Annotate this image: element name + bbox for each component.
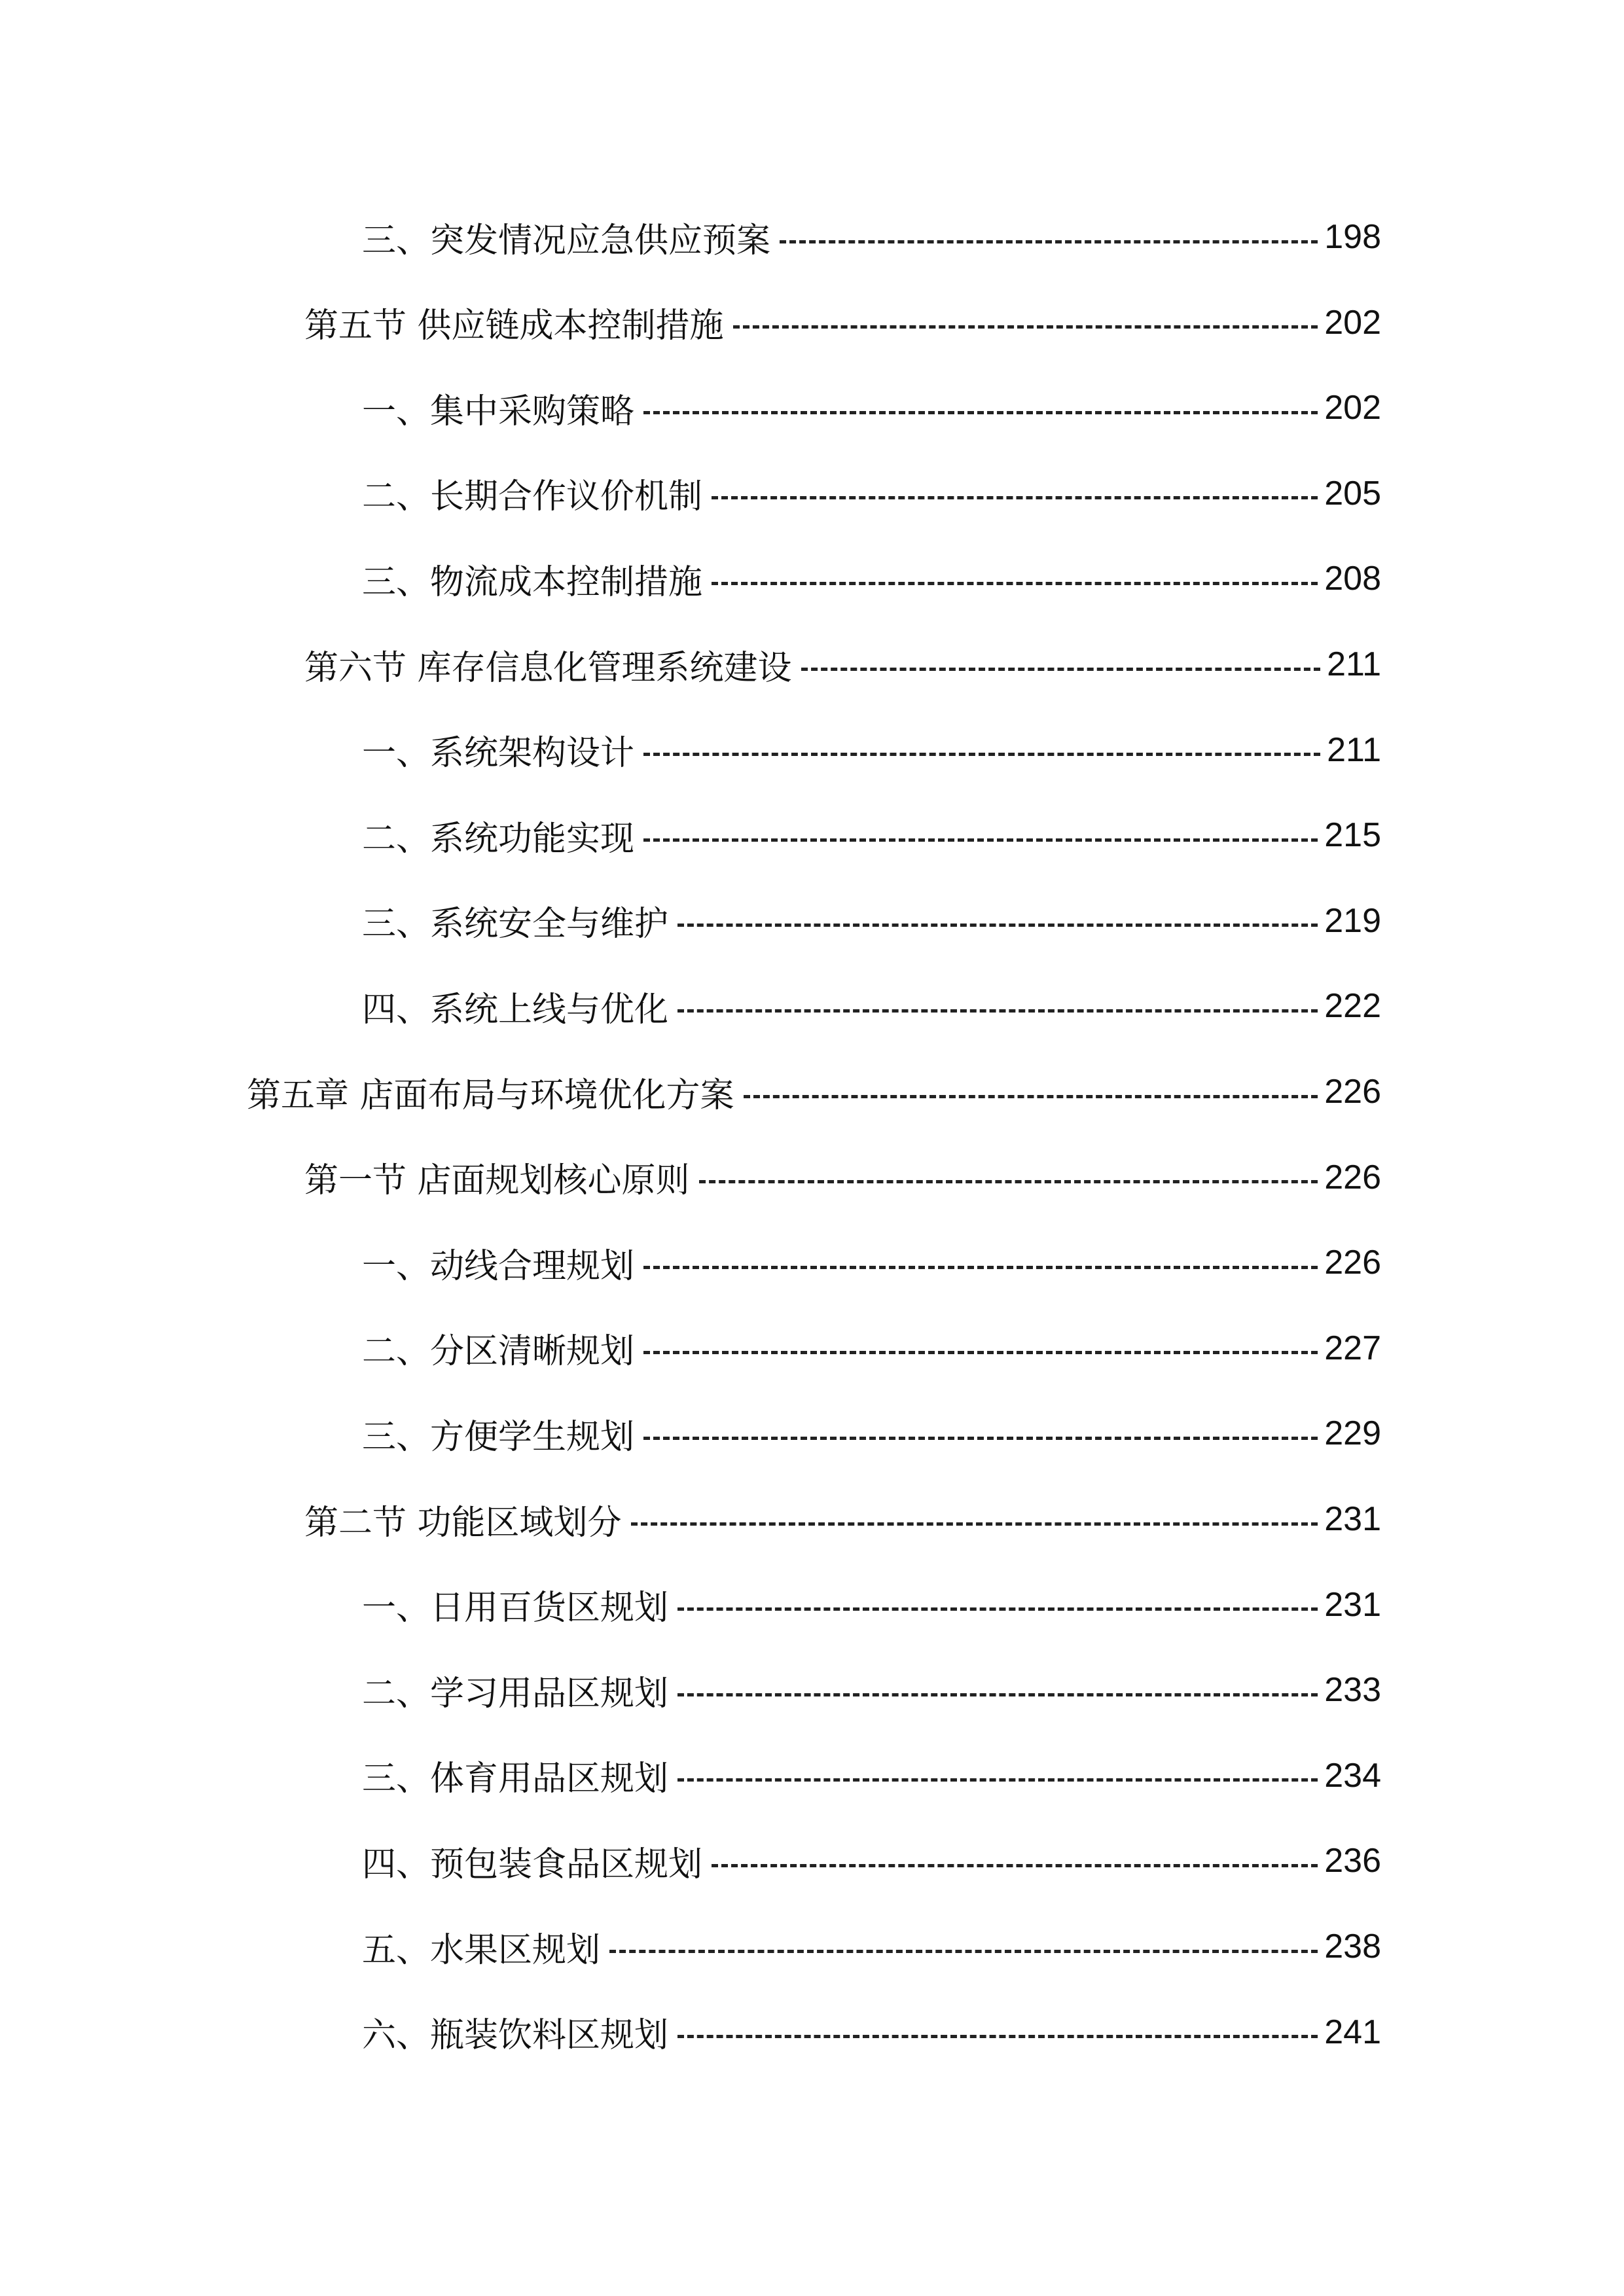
toc-entry-page: 241 — [1324, 2013, 1381, 2051]
toc-entry[interactable] — [304, 1493, 1381, 1545]
toc-entry-page: 208 — [1324, 560, 1381, 598]
dot-leader — [699, 1180, 1318, 1183]
toc-entry[interactable] — [247, 1066, 1381, 1118]
toc-entry-page: 202 — [1324, 389, 1381, 427]
toc-entry-title: 三、突发情况应急供应预案 — [362, 221, 771, 260]
toc-entry-title: 二、分区清晰规划 — [362, 1332, 635, 1372]
dot-leader — [801, 668, 1321, 671]
dot-leader — [712, 496, 1318, 499]
toc-entry-page: 202 — [1324, 303, 1381, 342]
dot-leader — [677, 1009, 1318, 1013]
toc-entry[interactable] — [362, 211, 1381, 263]
toc-entry-title: 二、长期合作议价机制 — [362, 477, 703, 517]
toc-entry[interactable] — [362, 809, 1381, 861]
dot-leader — [712, 1864, 1318, 1867]
toc-entry-page: 229 — [1324, 1414, 1381, 1453]
toc-entry-page: 236 — [1324, 1842, 1381, 1880]
toc-entry-title: 三、物流成本控制措施 — [362, 562, 703, 602]
dot-leader — [643, 753, 1320, 756]
toc-entry-page: 231 — [1324, 1585, 1381, 1624]
toc-entry[interactable] — [362, 2006, 1381, 2058]
dot-leader — [643, 1437, 1318, 1440]
toc-entry[interactable] — [362, 467, 1381, 520]
toc-entry[interactable] — [362, 724, 1381, 776]
toc-entry-title: 五、水果区规划 — [362, 1930, 601, 1970]
toc-entry-page: 215 — [1324, 816, 1381, 855]
toc-entry-title: 一、集中采购策略 — [362, 391, 635, 431]
toc-entry-page: 238 — [1324, 1928, 1381, 1965]
toc-entry-title: 一、动线合理规划 — [362, 1246, 635, 1286]
toc-entry-page: 211 — [1327, 730, 1381, 769]
toc-entry[interactable] — [362, 1322, 1381, 1374]
toc-entry-page: 205 — [1324, 474, 1381, 512]
toc-entry-page: 231 — [1324, 1500, 1381, 1538]
toc-entry-page: 226 — [1324, 1244, 1381, 1282]
toc-entry-page: 233 — [1324, 1671, 1381, 1710]
toc-entry[interactable] — [362, 552, 1381, 605]
toc-entry[interactable] — [362, 1579, 1381, 1631]
toc-entry-page: 222 — [1324, 987, 1381, 1026]
dot-leader — [643, 1266, 1318, 1269]
toc-entry[interactable] — [362, 382, 1381, 434]
toc-entry-title: 三、体育用品区规划 — [362, 1759, 669, 1799]
toc-entry-page: 226 — [1324, 1073, 1381, 1111]
dot-leader — [677, 2035, 1318, 2038]
dot-leader — [631, 1522, 1318, 1526]
toc-entry-page: 198 — [1324, 218, 1381, 256]
toc-entry-title: 第六节 库存信息化管理系统建设 — [304, 648, 792, 688]
dot-leader — [643, 411, 1318, 414]
toc-entry[interactable] — [362, 1407, 1381, 1460]
toc-entry-title: 第二节 功能区域划分 — [304, 1503, 622, 1543]
toc-entry[interactable] — [304, 1151, 1381, 1204]
toc-entry[interactable] — [362, 1236, 1381, 1289]
toc-entry-page: 226 — [1324, 1158, 1381, 1196]
dot-leader — [733, 325, 1318, 329]
toc-entry[interactable] — [362, 1749, 1381, 1802]
dot-leader — [677, 1607, 1318, 1611]
dot-leader — [744, 1095, 1318, 1098]
dot-leader — [712, 582, 1318, 585]
toc-entry-title: 三、系统安全与维护 — [362, 905, 669, 944]
toc-entry-page: 227 — [1324, 1329, 1381, 1367]
dot-leader — [780, 240, 1318, 243]
toc-entry[interactable] — [362, 1920, 1381, 1973]
dot-leader — [677, 1693, 1318, 1696]
toc-entry-title: 三、方便学生规划 — [362, 1417, 635, 1457]
toc-entry-title: 一、系统架构设计 — [362, 734, 635, 774]
toc-entry-title: 六、瓶装饮料区规划 — [362, 2016, 669, 2056]
toc-entry[interactable] — [362, 1835, 1381, 1887]
toc-entry-title: 第五章 店面布局与环境优化方案 — [247, 1075, 734, 1115]
toc-entry-title: 四、系统上线与优化 — [362, 990, 669, 1030]
toc-entry[interactable] — [304, 638, 1381, 691]
toc-entry-page: 219 — [1324, 901, 1381, 940]
toc-entry-title: 二、系统功能实现 — [362, 819, 635, 859]
toc-entry-title: 二、学习用品区规划 — [362, 1674, 669, 1713]
toc-entry[interactable] — [362, 980, 1381, 1032]
toc-entry-page: 234 — [1324, 1756, 1381, 1795]
dot-leader — [677, 1778, 1318, 1782]
toc-entry-title: 第一节 店面规划核心原则 — [304, 1161, 690, 1201]
toc-entry-title: 一、日用百货区规划 — [362, 1588, 669, 1628]
toc-entry[interactable] — [362, 1664, 1381, 1716]
toc-entry[interactable] — [362, 895, 1381, 947]
toc-entry-title: 第五节 供应链成本控制措施 — [304, 306, 724, 346]
toc-entry-page: 211 — [1327, 645, 1381, 683]
dot-leader — [677, 924, 1318, 927]
toc-entry-title: 四、预包装食品区规划 — [362, 1844, 703, 1884]
dot-leader — [609, 1950, 1318, 1953]
dot-leader — [643, 1351, 1318, 1354]
dot-leader — [643, 838, 1318, 842]
toc-entry[interactable] — [304, 296, 1381, 349]
